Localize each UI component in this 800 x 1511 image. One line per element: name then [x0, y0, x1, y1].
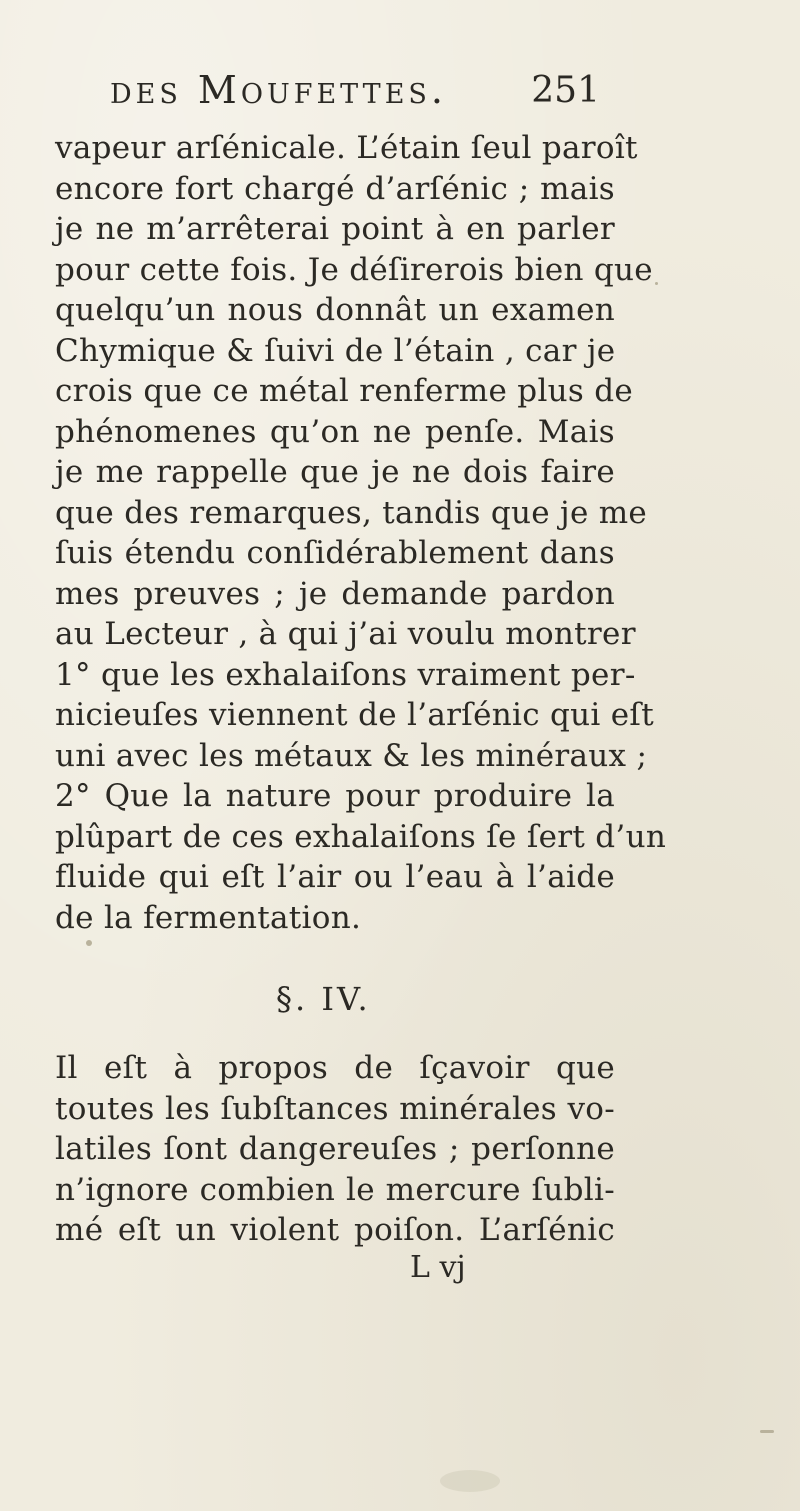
paragraph-1 [55, 128, 667, 938]
text-line: quelqu’un nous donnât un examen [55, 292, 615, 328]
text-line: que des remarques, tandis que je me [55, 494, 648, 531]
paper-speck [655, 282, 658, 285]
paragraph-2 [55, 1048, 615, 1251]
page-header [110, 68, 600, 120]
text-line: au Lecteur , à qui j’ai voulu montrer [55, 616, 636, 652]
text-line: 1° que les exhalaiſons vraiment per- [55, 656, 636, 693]
text-line: nicieuſes viennent de l’arſénic qui eſt [55, 697, 654, 733]
running-head: des Moufettes. [110, 68, 447, 112]
page-number: 251 [531, 70, 600, 111]
text-line: mes preuves ; je demande pardon [55, 575, 615, 612]
text-line: phénomenes qu’on ne penſe. Mais [55, 413, 615, 450]
text-line: encore fort chargé d’arſénic ; mais [55, 170, 615, 207]
text-line: pour cette fois. Je déſirerois bien que [55, 251, 653, 288]
text-line: uni avec les métaux & les minéraux ; [55, 737, 648, 774]
text-line: je ne m’arrêterai point à en parler [55, 211, 615, 247]
text-line: 2° Que la nature pour produire la [55, 778, 615, 814]
text-line: de la fermentation. [55, 899, 362, 936]
text-line: Il eſt à propos de ſçavoir que [55, 1050, 615, 1086]
text-line: ſuis étendu conſidérablement dans [55, 535, 615, 571]
text-line: crois que ce métal renferme plus de [55, 373, 634, 409]
text-line: n’ignore combien le mercure ſubli- [55, 1171, 615, 1208]
section-heading: §. IV. [276, 980, 371, 1018]
text-line: plûpart de ces exhalaiſons ſe ſert d’un [55, 818, 667, 855]
text-line: vapeur arſénicale. L’étain ſeul paroît [55, 130, 638, 166]
text-line: fluide qui eſt l’air ou l’eau à l’aide [55, 859, 615, 895]
text-line: Chymique & ſuivi de l’étain , car je [55, 332, 616, 369]
paper-speck [760, 1430, 774, 1433]
paper-speck [86, 940, 92, 946]
text-line: latiles ſont dangereuſes ; perſonne [55, 1131, 615, 1167]
text-line: toutes les ſubſtances minérales vo- [55, 1090, 615, 1127]
text-line: je me rappelle que je ne dois faire [55, 454, 615, 490]
paper-speck [440, 1470, 500, 1492]
signature-mark: L vj [410, 1250, 466, 1285]
text-line: mé eſt un violent poiſon. L’arſénic [55, 1212, 615, 1248]
